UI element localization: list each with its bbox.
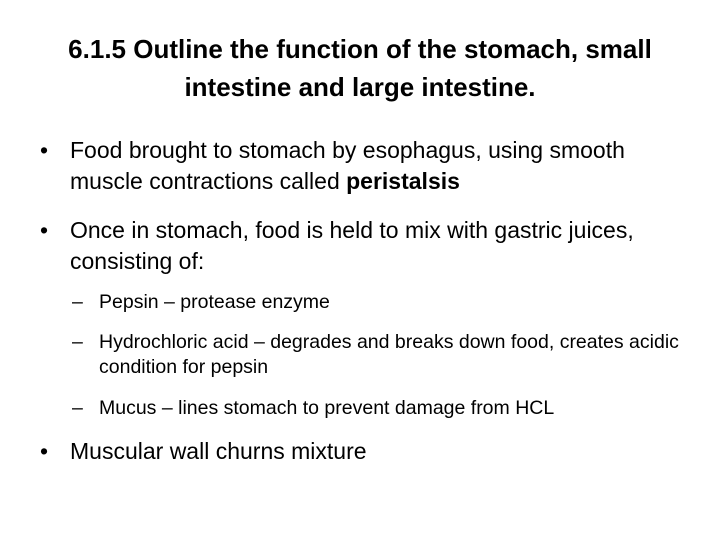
subbullet-marker: – [72,397,83,419]
bullet-marker: • [40,217,49,243]
bullet-text-bold-term: peristalsis [346,168,460,194]
subbullet-text: Pepsin – protease enzyme [99,291,330,313]
bullet-marker: • [40,137,49,163]
bullet-item-gastric-juices [40,215,680,277]
subbullet-marker: – [72,331,83,353]
bullet-text [70,135,680,197]
slide-title: 6.1.5 Outline the function of the stomach, small intestine and large intestine. [68,34,652,102]
bullet-text-part: Food brought to stomach by esophagus, using smooth muscle contractions called [70,137,625,194]
bullet-item-peristalsis [40,135,680,197]
bullet-text: Once in stomach, food is held to mix with gastric juices, consisting of: [70,217,634,274]
bullet-item-muscular-wall [40,436,680,467]
bullet-marker: • [40,438,49,464]
subbullet-marker: – [72,291,83,313]
subbullet-text: Mucus – lines stomach to prevent damage from HCL [99,397,555,419]
bullet-text: Muscular wall churns mixture [70,438,367,464]
subbullet-text: Hydrochloric acid – degrades and breaks down food, creates acidic condition for pepsin [99,331,679,378]
subbullet-item-pepsin [72,290,692,315]
subbullet-item-hydrochloric-acid [72,330,692,380]
subbullet-item-mucus [72,396,692,421]
